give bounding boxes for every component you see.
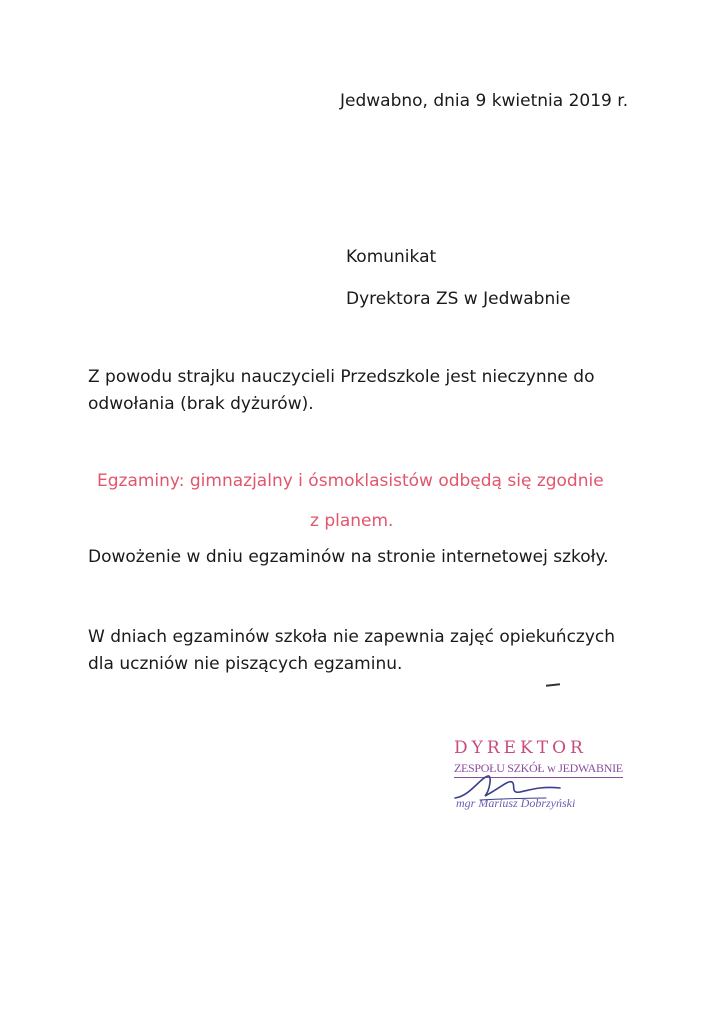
paragraph-1-line-2: odwołania (brak dyżurów). (88, 394, 314, 414)
announcement-title: Komunikat (346, 247, 437, 267)
paragraph-3-line-1: W dniach egzaminów szkoła nie zapewnia zajęć opiekuńczych (88, 627, 616, 647)
highlight-line-1: Egzaminy: gimnazjalny i ósmoklasistów odbędą się zgodnie (97, 471, 604, 491)
signature-icon (450, 768, 570, 808)
stamp-subtitle: ZESPOŁU SZKÓŁ w JEDWABNIE (454, 761, 623, 778)
highlight-line-2: z planem. (310, 511, 394, 531)
paragraph-1-line-1: Z powodu strajku nauczycieli Przedszkole jest nieczynne do (88, 367, 595, 387)
announcement-author: Dyrektora ZS w Jedwabnie (346, 289, 571, 309)
paragraph-2: Dowożenie w dniu egzaminów na stronie internetowej szkoły. (88, 547, 609, 567)
paragraph-3-line-2: dla uczniów nie piszących egzaminu. (88, 654, 403, 674)
stamp-name: mgr Mariusz Dobrzyński (456, 796, 576, 810)
stray-mark (546, 683, 560, 686)
date-line: Jedwabno, dnia 9 kwietnia 2019 r. (340, 91, 629, 111)
stamp-title: DYREKTOR (454, 738, 587, 758)
